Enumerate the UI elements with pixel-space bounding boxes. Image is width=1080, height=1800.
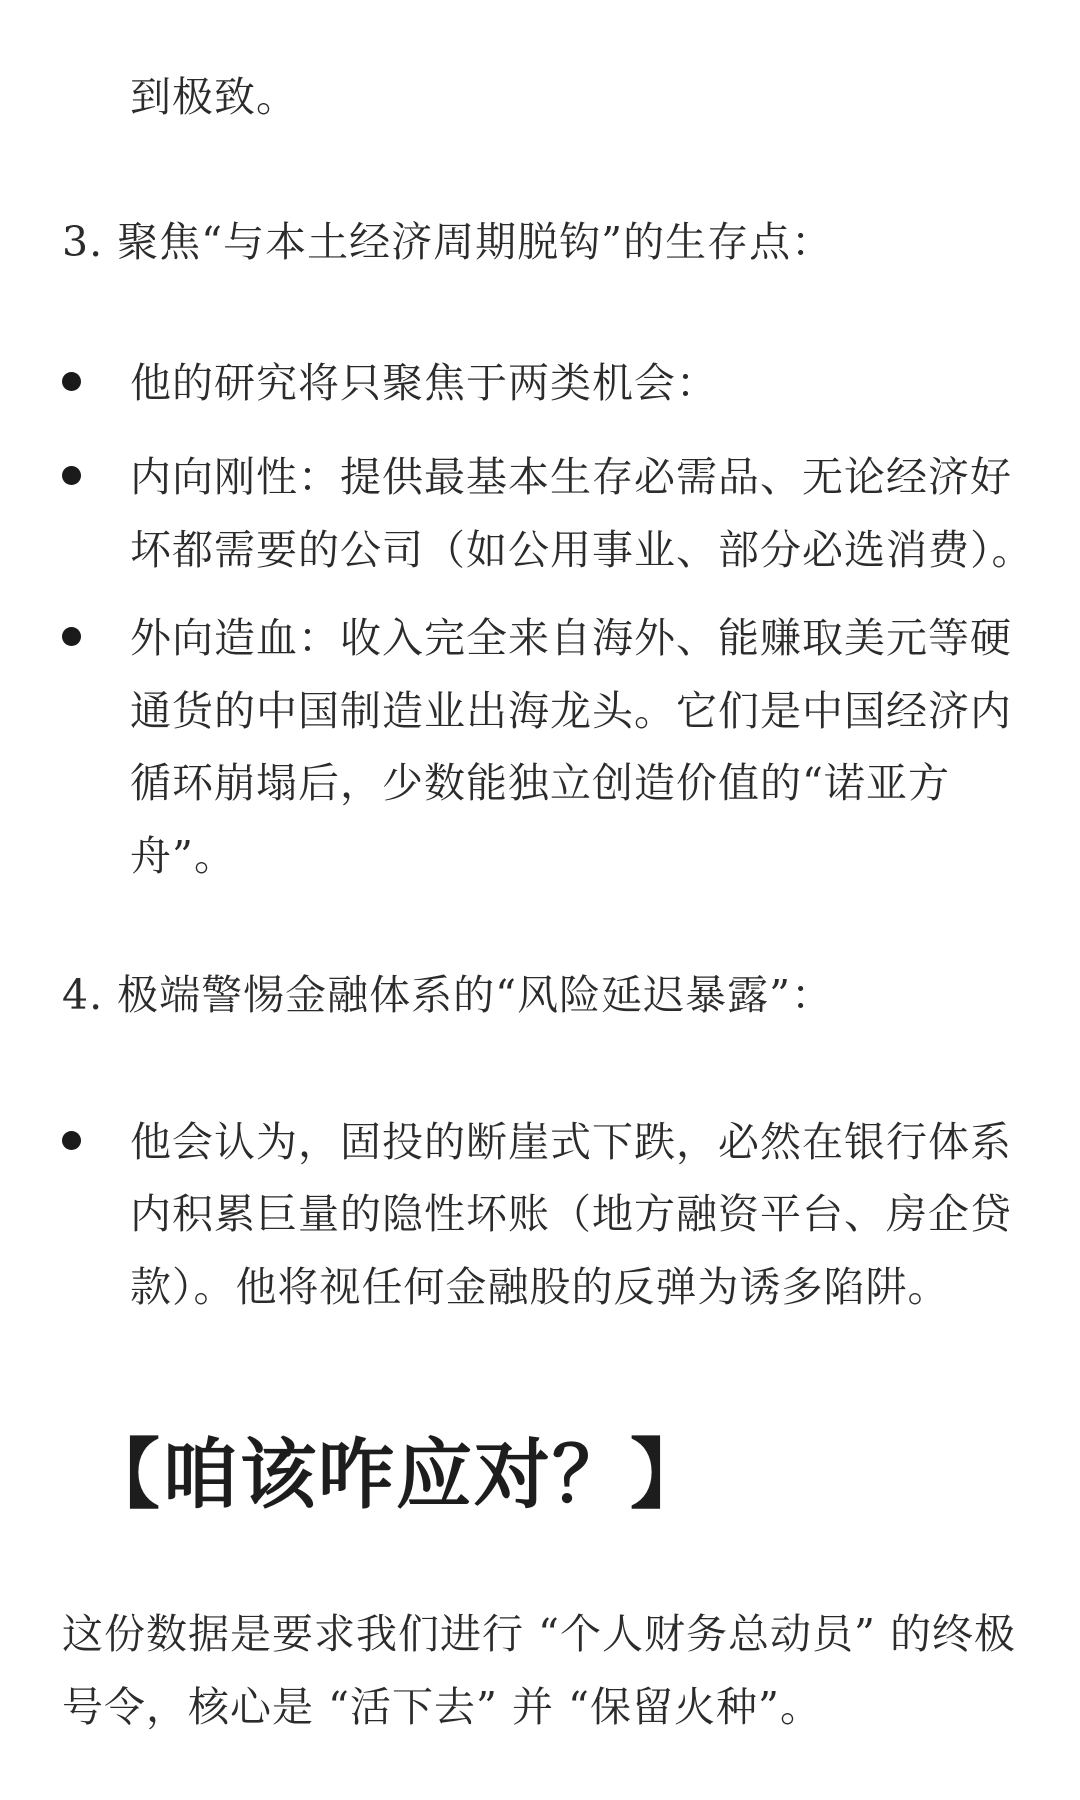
section-4-bullet-1-line-3: 款）。他将视任何金融股的反弹为诱多陷阱。	[130, 1263, 950, 1311]
closing-paragraph-line-2: 号令，核心是 “活下去” 并 “保留火种”。	[62, 1683, 822, 1731]
closing-paragraph-line-1: 这份数据是要求我们进行 “个人财务总动员” 的终极	[62, 1610, 1016, 1658]
bullet-dot-icon	[62, 372, 81, 391]
section-3-bullet-3-line-2: 通货的中国制造业出海龙头。它们是中国经济内	[130, 687, 1012, 735]
section-3-bullet-3-line-3: 循环崩塌后，少数能独立创造价值的“诺亚方	[130, 759, 950, 807]
section-3-bullet-1-line-1: 他的研究将只聚焦于两类机会：	[130, 359, 718, 407]
section-3-bullet-2-line-2: 坏都需要的公司（如公用事业、部分必选消费）。	[130, 526, 1034, 574]
section-4-bullet-1-line-2: 内积累巨量的隐性坏账（地方融资平台、房企贷	[130, 1190, 1012, 1238]
bullet-dot-icon	[62, 1131, 81, 1150]
section-4-title: 4. 极端警惕金融体系的“风险延迟暴露”：	[62, 971, 834, 1019]
section-3-bullet-2-line-1: 内向刚性：提供最基本生存必需品、无论经济好	[130, 453, 1012, 501]
bullet-dot-icon	[62, 627, 81, 646]
section-3-bullet-3-line-1: 外向造血：收入完全来自海外、能赚取美元等硬	[130, 614, 1012, 662]
bullet-dot-icon	[62, 466, 81, 485]
section-4-bullet-1-line-1: 他会认为，固投的断崖式下跌，必然在银行体系	[130, 1118, 1012, 1166]
section-heading: 【咱该咋应对？】	[84, 1430, 708, 1519]
section-3-bullet-3-line-4: 舟”。	[130, 832, 236, 880]
section-3-title: 3. 聚焦“与本土经济周期脱钩”的生存点：	[62, 218, 834, 266]
paragraph-continuation: 到极致。	[130, 73, 298, 121]
